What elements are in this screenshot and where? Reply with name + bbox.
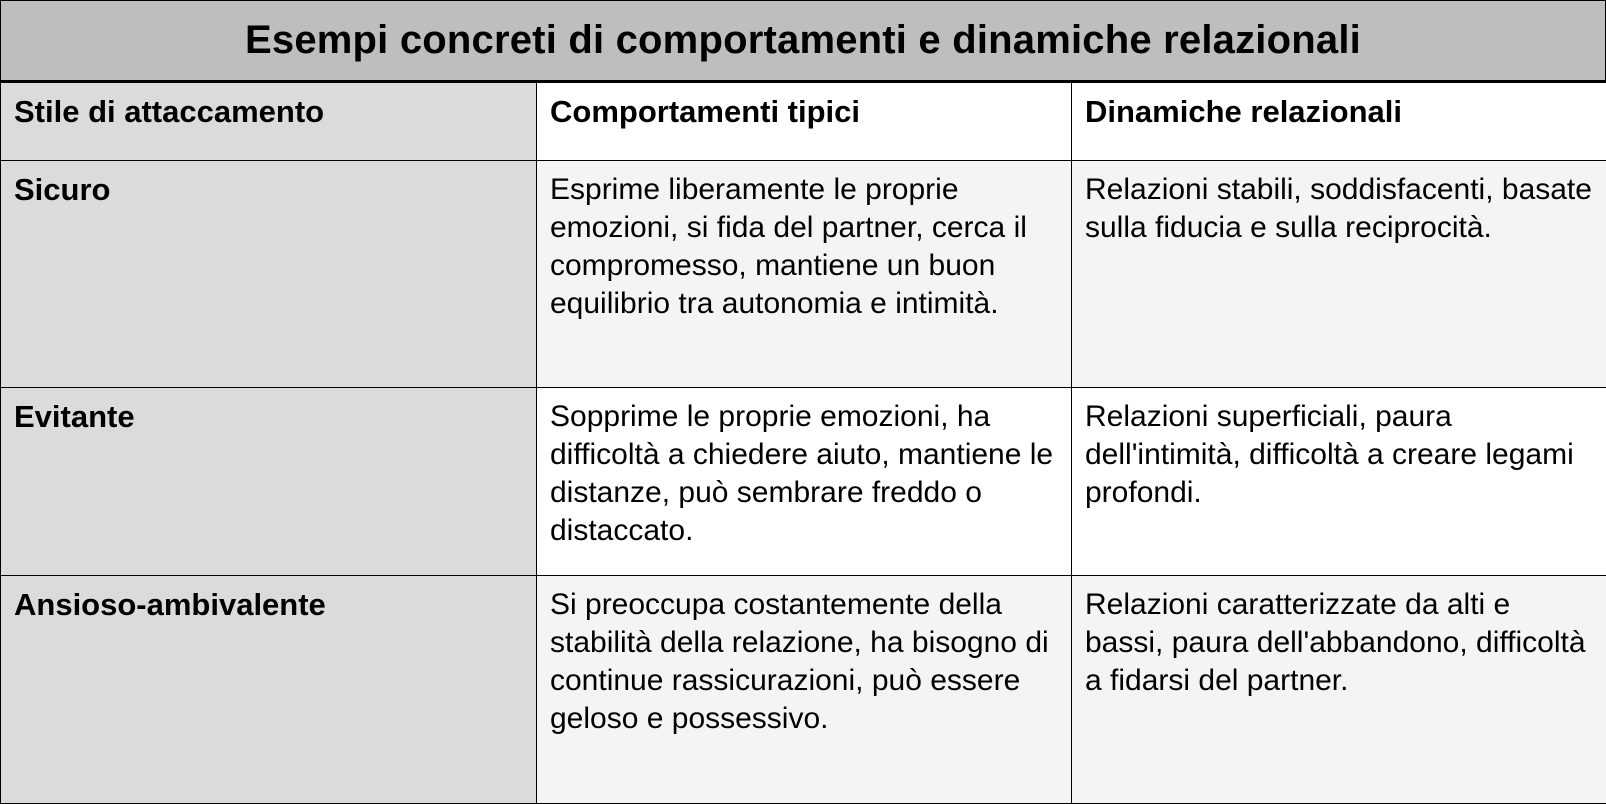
header-style: Stile di attaccamento — [1, 83, 537, 161]
row-dynamics-cell: Relazioni superficiali, paura dell'intimità, difficoltà a creare legami profondi. — [1072, 388, 1606, 576]
row-style-label: Evitante — [1, 388, 537, 576]
table-row — [1, 388, 1606, 576]
row-dynamics-cell: Relazioni stabili, soddisfacenti, basate sulla fiducia e sulla reciprocità. — [1072, 161, 1606, 388]
attachment-table — [0, 82, 1606, 804]
header-dynamics: Dinamiche relazionali — [1072, 83, 1606, 161]
row-behaviors-cell: Si preoccupa costantemente della stabilità della relazione, ha bisogno di continue rassicurazioni, può essere geloso e possessivo. — [537, 576, 1072, 804]
row-behaviors-cell: Esprime liberamente le proprie emozioni, si fida del partner, cerca il compromesso, mantiene un buon equilibrio tra autonomia e intimità. — [537, 161, 1072, 388]
row-style-label: Ansioso-ambivalente — [1, 576, 537, 804]
table-header-row — [1, 83, 1606, 161]
row-dynamics-cell: Relazioni caratterizzate da alti e bassi, paura dell'abbandono, difficoltà a fidarsi del partner. — [1072, 576, 1606, 804]
header-behaviors: Comportamenti tipici — [537, 83, 1072, 161]
table-row — [1, 576, 1606, 804]
page-title: Esempi concreti di comportamenti e dinamiche relazionali — [245, 18, 1361, 63]
title-bar — [0, 0, 1606, 82]
row-style-label: Sicuro — [1, 161, 537, 388]
row-behaviors-cell: Sopprime le proprie emozioni, ha difficoltà a chiedere aiuto, mantiene le distanze, può sembrare freddo o distaccato. — [537, 388, 1072, 576]
table-row — [1, 161, 1606, 388]
